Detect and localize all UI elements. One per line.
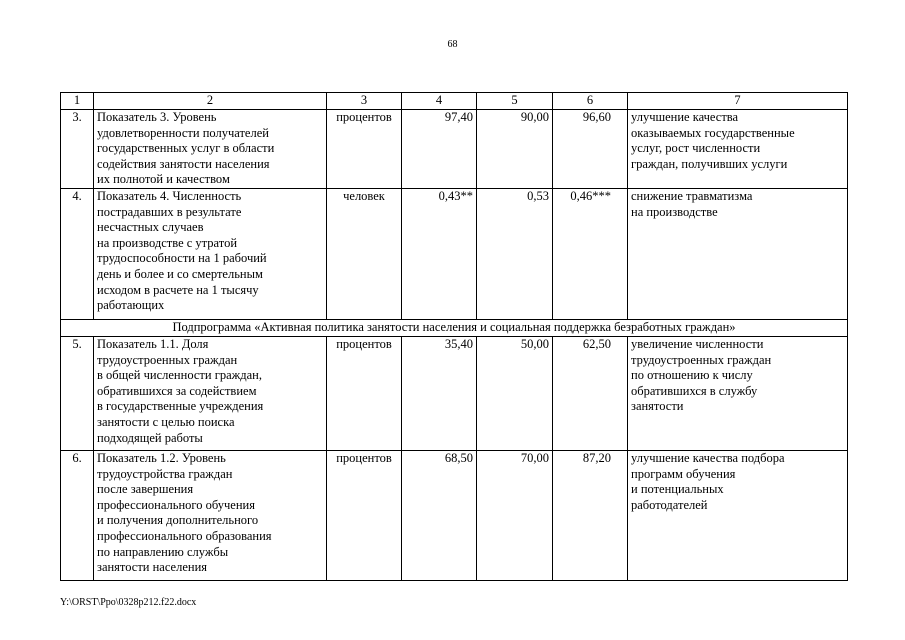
table-row xyxy=(61,451,848,581)
unit-cell: процентов xyxy=(327,451,402,581)
subprogram-title: Подпрограмма «Активная политика занятости населения и социальная поддержка безработных граждан» xyxy=(61,320,848,337)
subprogram-row xyxy=(61,320,848,337)
unit-cell: процентов xyxy=(327,337,402,451)
column-header: 1 xyxy=(61,93,94,110)
value-col5: 70,00 xyxy=(477,451,553,581)
table-row xyxy=(61,337,848,451)
value-col6: 0,46*** xyxy=(553,189,628,320)
column-header: 2 xyxy=(94,93,327,110)
indicator-cell: Показатель 1.2. Уровень трудоустройства граждан после завершения профессионального обучения и получения дополнительного профессионального образования по направлению службы занятости населения xyxy=(94,451,327,581)
value-col4: 0,43** xyxy=(402,189,477,320)
column-header: 7 xyxy=(628,93,848,110)
column-header: 4 xyxy=(402,93,477,110)
value-col4: 68,50 xyxy=(402,451,477,581)
column-header: 6 xyxy=(553,93,628,110)
value-col5: 0,53 xyxy=(477,189,553,320)
table-row xyxy=(61,110,848,189)
result-cell: увеличение численности трудоустроенных граждан по отношению к числу обратившихся в службу занятости xyxy=(628,337,848,451)
value-col4: 35,40 xyxy=(402,337,477,451)
value-col4: 97,40 xyxy=(402,110,477,189)
row-number: 3. xyxy=(61,110,94,189)
column-header: 5 xyxy=(477,93,553,110)
unit-cell: процентов xyxy=(327,110,402,189)
result-cell: улучшение качества подбора программ обучения и потенциальных работодателей xyxy=(628,451,848,581)
row-number: 5. xyxy=(61,337,94,451)
footer-file-path: Y:\ORST\Ppo\0328p212.f22.docx xyxy=(60,597,197,608)
value-col6: 87,20 xyxy=(553,451,628,581)
table-row xyxy=(61,189,848,320)
column-header: 3 xyxy=(327,93,402,110)
indicator-cell: Показатель 1.1. Доля трудоустроенных граждан в общей численности граждан, обратившихся за содействием в государственные учреждения занятости с целью поиска подходящей работы xyxy=(94,337,327,451)
value-col5: 50,00 xyxy=(477,337,553,451)
value-col6: 62,50 xyxy=(553,337,628,451)
unit-cell: человек xyxy=(327,189,402,320)
page-number: 68 xyxy=(447,39,458,50)
indicator-cell: Показатель 4. Численность пострадавших в результате несчастных случаев на производстве с утратой трудоспособности на 1 рабочий день и более и со смертельным исходом в расчете на 1 тысячу работающих xyxy=(94,189,327,320)
row-number: 4. xyxy=(61,189,94,320)
table-header-row xyxy=(61,93,848,110)
indicator-cell: Показатель 3. Уровень удовлетворенности получателей государственных услуг в области содействия занятости населения их полнотой и качеством xyxy=(94,110,327,189)
result-cell: снижение травматизма на производстве xyxy=(628,189,848,320)
row-number: 6. xyxy=(61,451,94,581)
value-col6: 96,60 xyxy=(553,110,628,189)
result-cell: улучшение качества оказываемых государственные услуг, рост численности граждан, получивших услуги xyxy=(628,110,848,189)
indicators-table xyxy=(60,92,848,581)
value-col5: 90,00 xyxy=(477,110,553,189)
